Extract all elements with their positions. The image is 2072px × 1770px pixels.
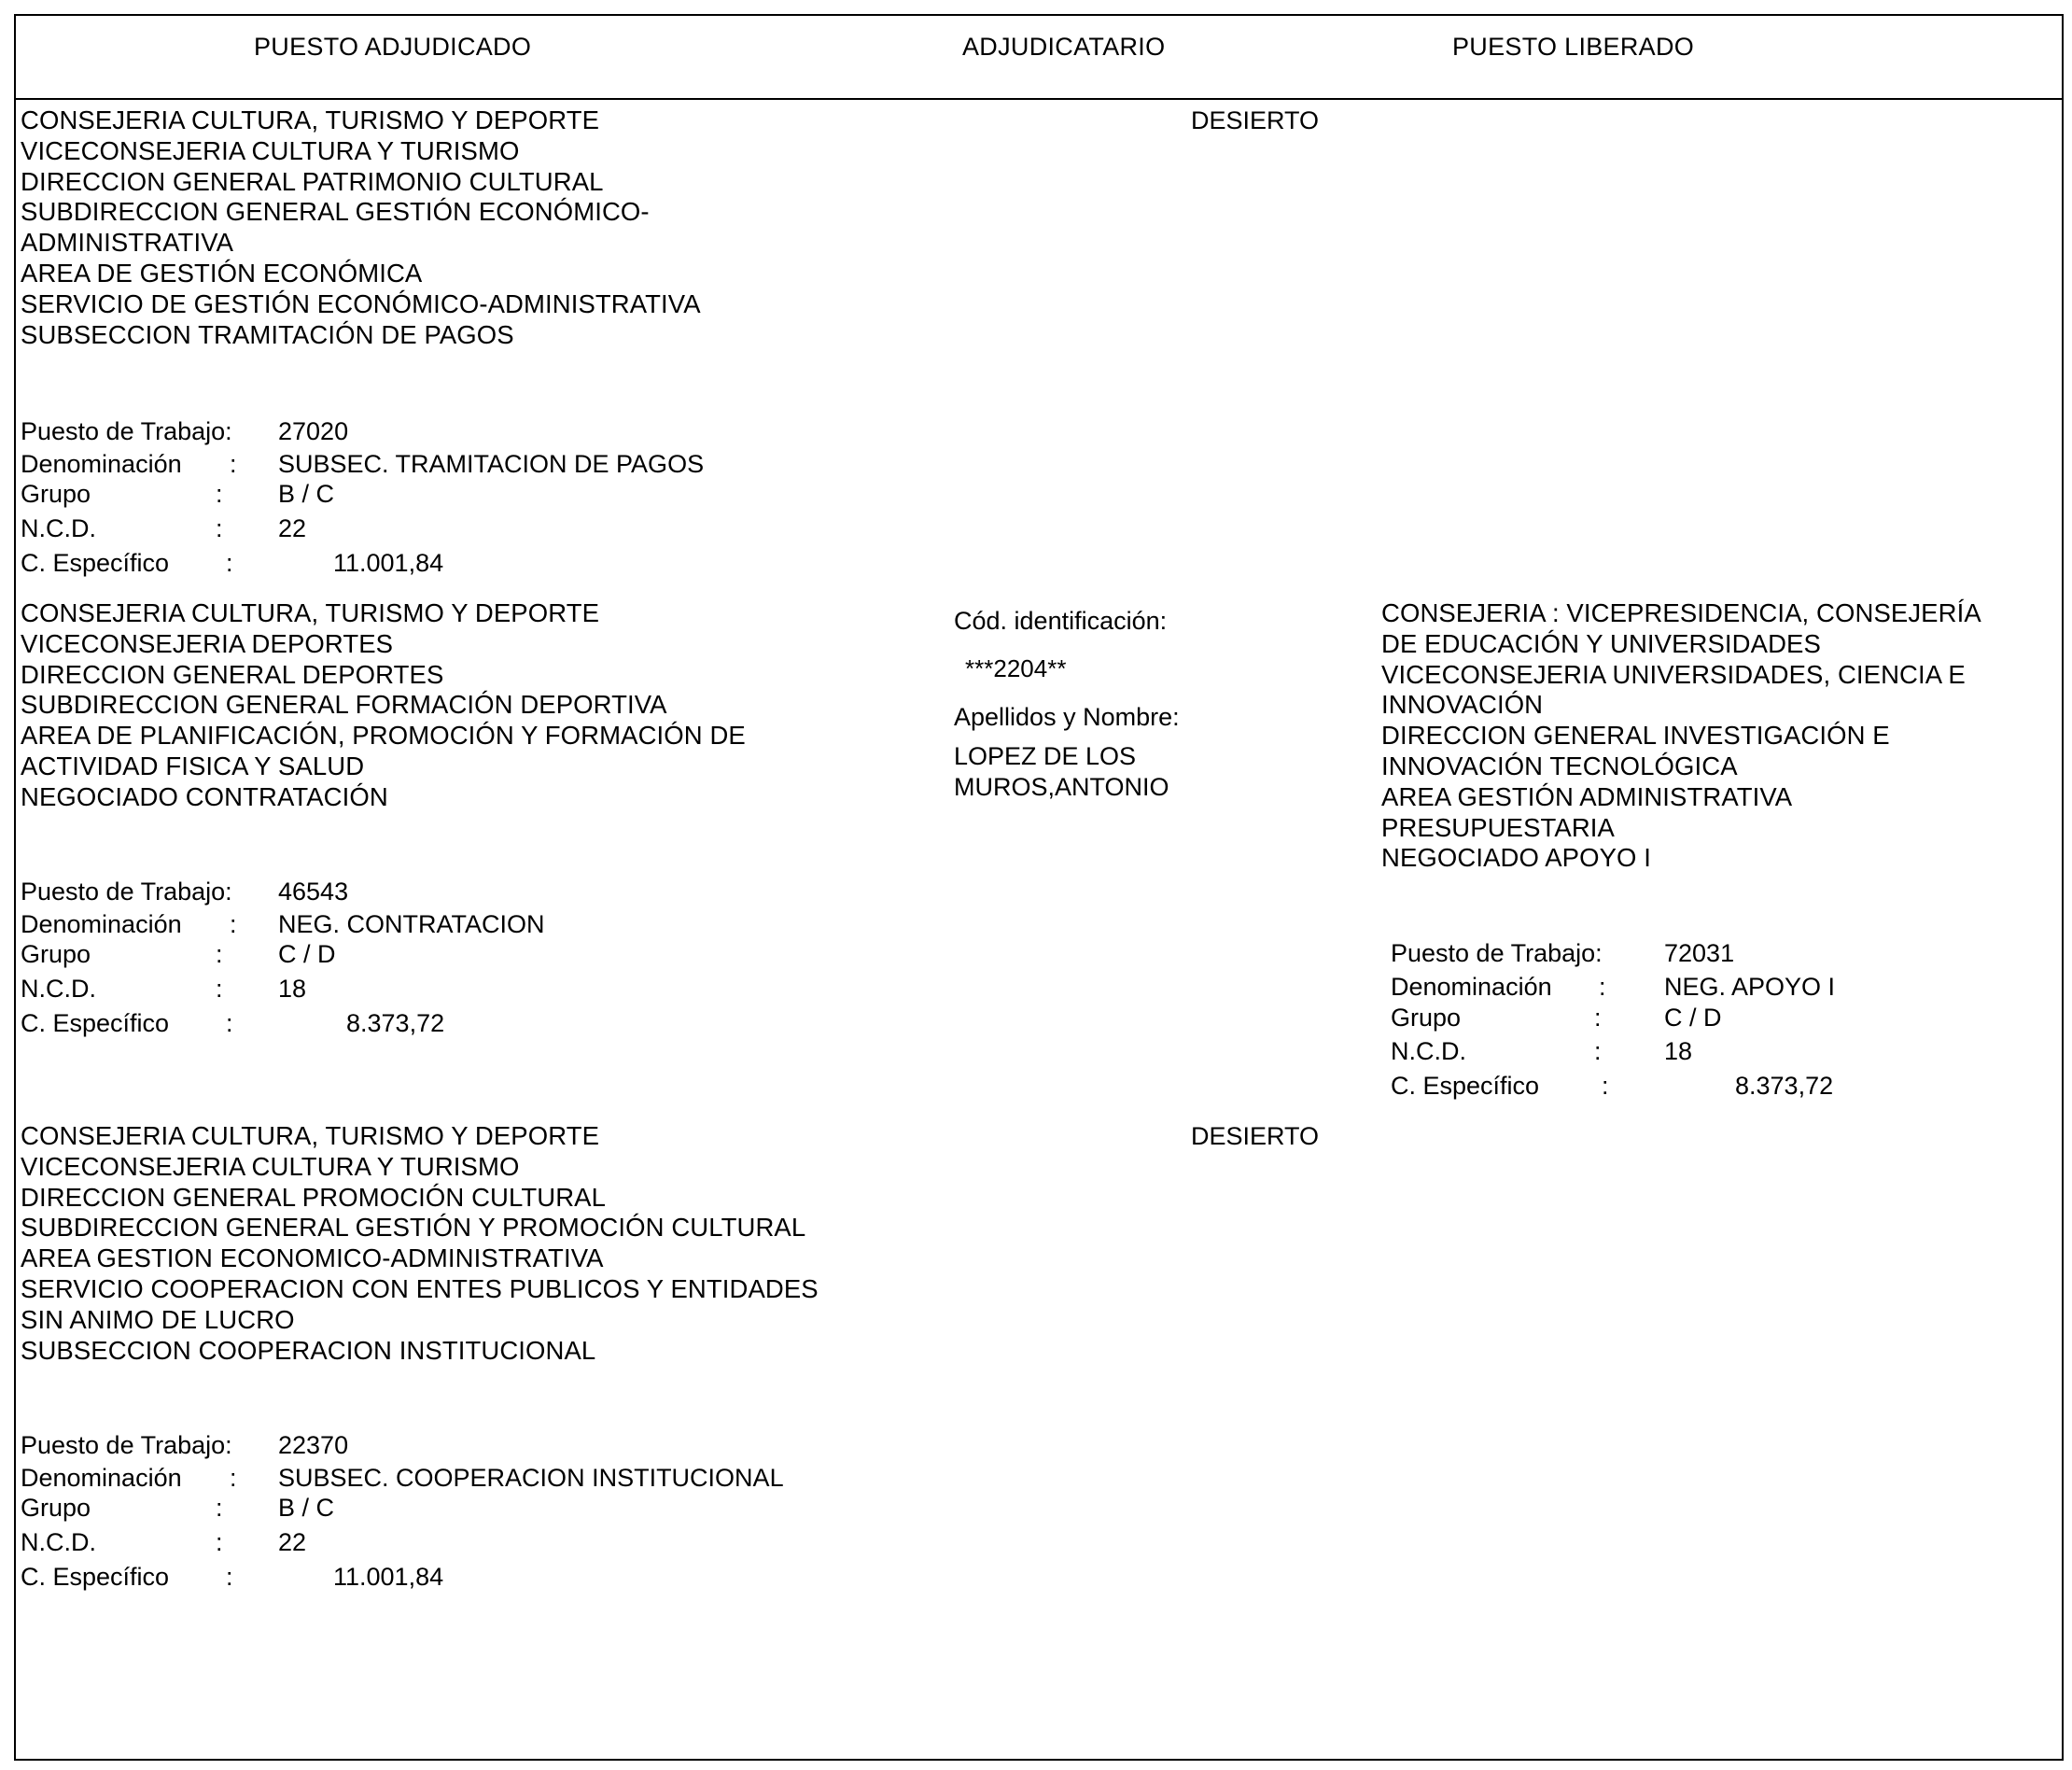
c-especifico-label: C. Específico <box>21 1009 170 1037</box>
org-line: VICECONSEJERIA DEPORTES <box>21 628 394 658</box>
colon: : <box>216 940 223 968</box>
header-adjudicatario: ADJUDICATARIO <box>962 33 1166 61</box>
liberado-puesto-trabajo-value: 72031 <box>1664 939 1735 967</box>
apellidos-nombre-label: Apellidos y Nombre: <box>954 703 1180 731</box>
denominacion-value: SUBSEC. TRAMITACION DE PAGOS <box>278 450 705 478</box>
org-line: DE EDUCACIÓN Y UNIVERSIDADES <box>1381 628 1821 658</box>
row2-org-lines <box>21 598 746 813</box>
liberado-denominacion-label: Denominación <box>1391 973 1552 1001</box>
puesto-trabajo-label: Puesto de Trabajo: <box>21 417 232 445</box>
org-line: SIN ANIMO DE LUCRO <box>21 1304 295 1334</box>
puesto-trabajo-value: 22370 <box>278 1431 349 1459</box>
c-especifico-label: C. Específico <box>21 549 170 577</box>
colon: : <box>1602 1072 1609 1100</box>
ncd-label: N.C.D. <box>21 975 96 1003</box>
grupo-label: Grupo <box>21 940 91 968</box>
row1-org-lines <box>21 105 701 350</box>
colon: : <box>216 480 223 508</box>
org-line: CONSEJERIA : VICEPRESIDENCIA, CONSEJERÍA <box>1381 598 1981 627</box>
org-line: SUBDIRECCION GENERAL GESTIÓN Y PROMOCIÓN CULTURAL <box>21 1213 806 1243</box>
colon: : <box>230 450 237 478</box>
org-line: DIRECCION GENERAL PROMOCIÓN CULTURAL <box>21 1182 607 1212</box>
row3-adjudicatario-status: DESIERTO <box>1191 1122 1320 1150</box>
org-line: SUBSECCION TRAMITACIÓN DE PAGOS <box>21 319 514 349</box>
colon: : <box>1594 1004 1602 1032</box>
row3-org-lines <box>21 1121 819 1366</box>
ncd-value: 22 <box>278 1528 307 1556</box>
colon: : <box>216 514 223 542</box>
org-line: NEGOCIADO APOYO I <box>1381 843 1651 873</box>
liberado-grupo-value: C / D <box>1664 1004 1722 1032</box>
denominacion-value: SUBSEC. COOPERACION INSTITUCIONAL <box>278 1464 784 1492</box>
org-line: DIRECCION GENERAL PATRIMONIO CULTURAL <box>21 166 604 196</box>
colon: : <box>216 1528 223 1556</box>
nombre-line: LOPEZ DE LOS <box>954 742 1137 770</box>
c-especifico-label: C. Específico <box>21 1563 170 1591</box>
grupo-value: C / D <box>278 940 336 968</box>
colon: : <box>226 1009 233 1037</box>
org-line: SUBDIRECCION GENERAL FORMACIÓN DEPORTIVA <box>21 690 667 720</box>
nombre-line: MUROS,ANTONIO <box>954 773 1169 801</box>
puesto-trabajo-label: Puesto de Trabajo: <box>21 1431 232 1459</box>
row1-adjudicatario-status: DESIERTO <box>1191 106 1320 134</box>
org-line: SERVICIO COOPERACION CON ENTES PUBLICOS Y ENTIDADES <box>21 1273 819 1303</box>
c-especifico-value: 11.001,84 <box>333 549 444 577</box>
cod-identificacion-label: Cód. identificación: <box>954 607 1168 635</box>
header-puesto-liberado: PUESTO LIBERADO <box>1452 33 1695 61</box>
org-line: VICECONSEJERIA UNIVERSIDADES, CIENCIA E <box>1381 659 1966 689</box>
liberado-c-especifico-label: C. Específico <box>1391 1072 1540 1100</box>
puesto-trabajo-label: Puesto de Trabajo: <box>21 878 232 906</box>
org-line: PRESUPUESTARIA <box>1381 812 1615 842</box>
puesto-trabajo-value: 27020 <box>278 417 349 445</box>
denominacion-label: Denominación <box>21 450 182 478</box>
header-divider <box>14 98 2064 100</box>
liberado-denominacion-value: NEG. APOYO I <box>1664 973 1836 1001</box>
org-line: DIRECCION GENERAL DEPORTES <box>21 659 444 689</box>
org-line: NEGOCIADO CONTRATACIÓN <box>21 781 388 811</box>
grupo-value: B / C <box>278 480 335 508</box>
cod-identificacion-value: ***2204** <box>965 654 1067 682</box>
org-line: SUBSECCION COOPERACION INSTITUCIONAL <box>21 1335 596 1365</box>
c-especifico-value: 11.001,84 <box>333 1563 444 1591</box>
org-line: CONSEJERIA CULTURA, TURISMO Y DEPORTE <box>21 1121 600 1150</box>
org-line: ADMINISTRATIVA <box>21 228 234 258</box>
org-line: CONSEJERIA CULTURA, TURISMO Y DEPORTE <box>21 105 600 134</box>
ncd-label: N.C.D. <box>21 1528 96 1556</box>
liberado-ncd-label: N.C.D. <box>1391 1037 1466 1065</box>
org-line: CONSEJERIA CULTURA, TURISMO Y DEPORTE <box>21 598 600 627</box>
ncd-value: 22 <box>278 514 307 542</box>
org-line: INNOVACIÓN <box>1381 690 1544 720</box>
liberado-ncd-value: 18 <box>1664 1037 1693 1065</box>
liberado-grupo-label: Grupo <box>1391 1004 1462 1032</box>
c-especifico-value: 8.373,72 <box>346 1009 445 1037</box>
org-line: SUBDIRECCION GENERAL GESTIÓN ECONÓMICO- <box>21 197 650 227</box>
colon: : <box>216 1494 223 1522</box>
colon: : <box>216 975 223 1003</box>
liberado-org-lines <box>1381 598 1981 874</box>
org-line: INNOVACIÓN TECNOLÓGICA <box>1381 751 1738 780</box>
org-line: SERVICIO DE GESTIÓN ECONÓMICO-ADMINISTRATIVA <box>21 288 701 318</box>
denominacion-label: Denominación <box>21 1464 182 1492</box>
grupo-label: Grupo <box>21 1494 91 1522</box>
ncd-label: N.C.D. <box>21 514 96 542</box>
colon: : <box>230 1464 237 1492</box>
colon: : <box>230 910 237 938</box>
puesto-trabajo-value: 46543 <box>278 878 349 906</box>
org-line: VICECONSEJERIA CULTURA Y TURISMO <box>21 1151 520 1181</box>
denominacion-value: NEG. CONTRATACION <box>278 910 545 938</box>
org-line: AREA GESTION ECONOMICO-ADMINISTRATIVA <box>21 1243 604 1273</box>
org-line: ACTIVIDAD FISICA Y SALUD <box>21 751 365 780</box>
colon: : <box>226 1563 233 1591</box>
org-line: DIRECCION GENERAL INVESTIGACIÓN E <box>1381 721 1890 751</box>
header-puesto-adjudicado: PUESTO ADJUDICADO <box>254 33 532 61</box>
colon: : <box>1599 973 1606 1001</box>
org-line: AREA DE PLANIFICACIÓN, PROMOCIÓN Y FORMACIÓN DE <box>21 721 746 751</box>
colon: : <box>1594 1037 1602 1065</box>
org-line: VICECONSEJERIA CULTURA Y TURISMO <box>21 135 520 165</box>
grupo-label: Grupo <box>21 480 91 508</box>
colon: : <box>226 549 233 577</box>
liberado-puesto-trabajo-label: Puesto de Trabajo: <box>1391 939 1603 967</box>
denominacion-label: Denominación <box>21 910 182 938</box>
org-line: AREA GESTIÓN ADMINISTRATIVA <box>1381 781 1793 811</box>
ncd-value: 18 <box>278 975 307 1003</box>
liberado-c-especifico-value: 8.373,72 <box>1735 1072 1834 1100</box>
org-line: AREA DE GESTIÓN ECONÓMICA <box>21 258 423 288</box>
grupo-value: B / C <box>278 1494 335 1522</box>
